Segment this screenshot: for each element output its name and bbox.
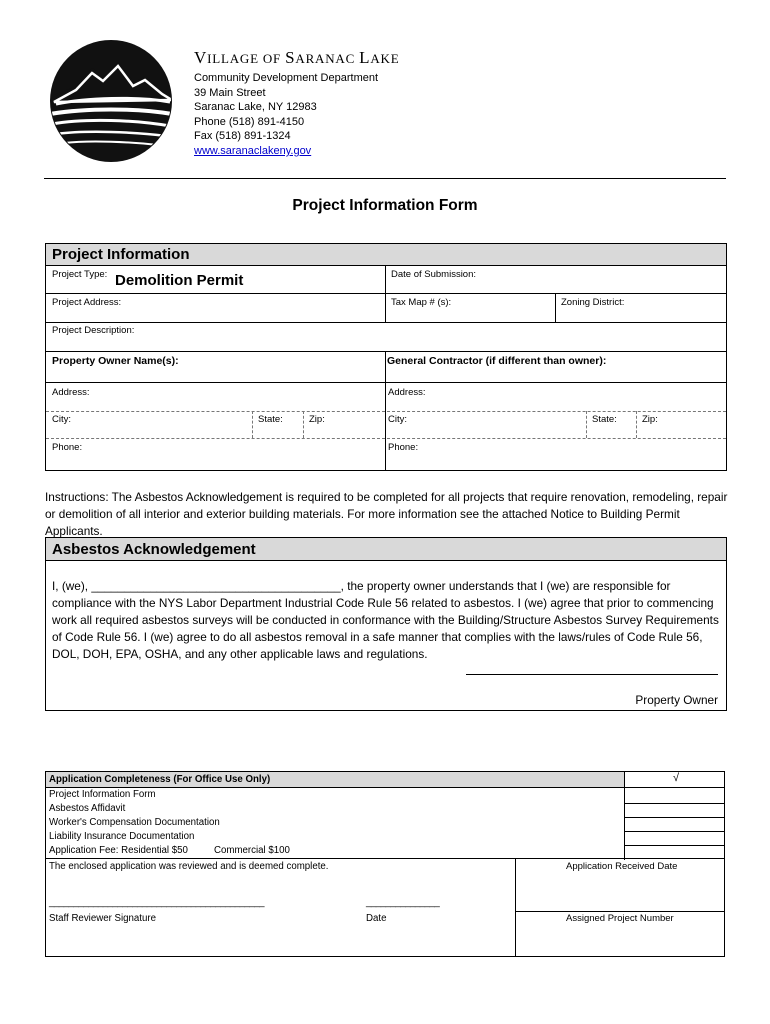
contractor-state-label[interactable]: State: — [592, 414, 617, 425]
zoning-district-label[interactable]: Zoning District: — [561, 297, 625, 308]
office-use-section — [45, 771, 725, 957]
project-information-header: Project Information — [46, 244, 726, 266]
staff-reviewer-signature-label: Staff Reviewer Signature — [49, 913, 156, 924]
contractor-phone-label[interactable]: Phone: — [388, 442, 419, 453]
checklist-item: Liability Insurance Documentation — [49, 831, 195, 842]
checklist-item: Asbestos Affidavit — [49, 803, 126, 814]
checklist-item: Worker's Compensation Documentation — [49, 817, 220, 828]
property-owner-label: Property Owner — [635, 693, 718, 707]
general-contractor-heading: General Contractor (if different than owner): — [387, 355, 607, 367]
reviewed-statement: The enclosed application was reviewed and is deemed complete. — [49, 861, 329, 872]
tax-map-label[interactable]: Tax Map # (s): — [391, 297, 452, 308]
assigned-project-number-label[interactable]: Assigned Project Number — [566, 913, 674, 924]
owner-zip-label[interactable]: Zip: — [309, 414, 325, 425]
office-use-heading: Application Completeness (For Office Use Only) — [49, 774, 271, 785]
asbestos-acknowledgement-section — [45, 537, 727, 711]
form-title: Project Information Form — [292, 197, 478, 214]
header-divider — [44, 178, 726, 179]
application-received-date-label[interactable]: Application Received Date — [566, 861, 678, 872]
contractor-address-label[interactable]: Address: — [388, 387, 426, 398]
website-link[interactable]: www.saranaclakeny.gov — [194, 144, 312, 157]
review-date-line[interactable]: _______________ — [366, 897, 440, 908]
owner-phone-label[interactable]: Phone: — [52, 442, 83, 453]
organization-block — [194, 48, 399, 159]
check-mark-icon: √ — [673, 772, 680, 784]
city-state-zip: Saranac Lake, NY 12983 — [194, 101, 317, 114]
checklist-item: Project Information Form — [49, 789, 156, 800]
street-address: 39 Main Street — [194, 86, 266, 99]
contractor-zip-label[interactable]: Zip: — [642, 414, 658, 425]
phone-number: Phone (518) 891-4150 — [194, 115, 305, 128]
village-name: VILLAGE OF SARANAC LAKE — [194, 48, 400, 67]
project-information-section — [45, 243, 727, 471]
project-type-value[interactable]: Demolition Permit — [115, 272, 244, 289]
reviewer-signature-line[interactable]: ____________________________________________ — [49, 897, 265, 908]
application-fee-label: Application Fee: Residential $50 — [49, 845, 188, 856]
application-fee-commercial: Commercial $100 — [214, 845, 290, 856]
owner-city-label[interactable]: City: — [52, 414, 71, 425]
owner-signature-line[interactable] — [466, 674, 718, 675]
project-type-label: Project Type: — [52, 269, 108, 280]
owner-address-label[interactable]: Address: — [52, 387, 90, 398]
village-logo — [46, 36, 176, 166]
asbestos-header: Asbestos Acknowledgement — [46, 538, 726, 561]
date-label: Date — [366, 913, 387, 924]
project-address-label[interactable]: Project Address: — [52, 297, 122, 308]
property-owner-heading: Property Owner Name(s): — [52, 355, 179, 367]
contractor-city-label[interactable]: City: — [388, 414, 407, 425]
asbestos-statement: I, (we), ______________________________________, the property owner understands that I (we) are responsible for compliance with the NYS Labor Department Industrial Code Rule 56 related to asbestos. I (we) agree that prior to commencing work all required asbestos surveys will be conducted in conformance with the Building/Structure Asbestos Survey Requirements of Code Rule 56. I (we) agree to do all asbestos removal in a safe manner that complies with the laws/rules of Code Rule 56, DOL, DOH, EPA, OSHA, and any other applicable laws and regulations. — [52, 579, 719, 661]
instructions-text: Instructions: The Asbestos Acknowledgement is required to be completed for all projects that require renovation, remodeling, repair or demolition of all interior and exterior building materials. For more information see the attached Notice to Building Permit Applicants. — [45, 490, 728, 538]
project-description-label[interactable]: Project Description: — [52, 325, 135, 336]
owner-state-label[interactable]: State: — [258, 414, 283, 425]
department: Community Development Department — [194, 72, 379, 84]
fax-number: Fax (518) 891-1324 — [194, 130, 291, 143]
date-of-submission-label[interactable]: Date of Submission: — [391, 269, 477, 280]
